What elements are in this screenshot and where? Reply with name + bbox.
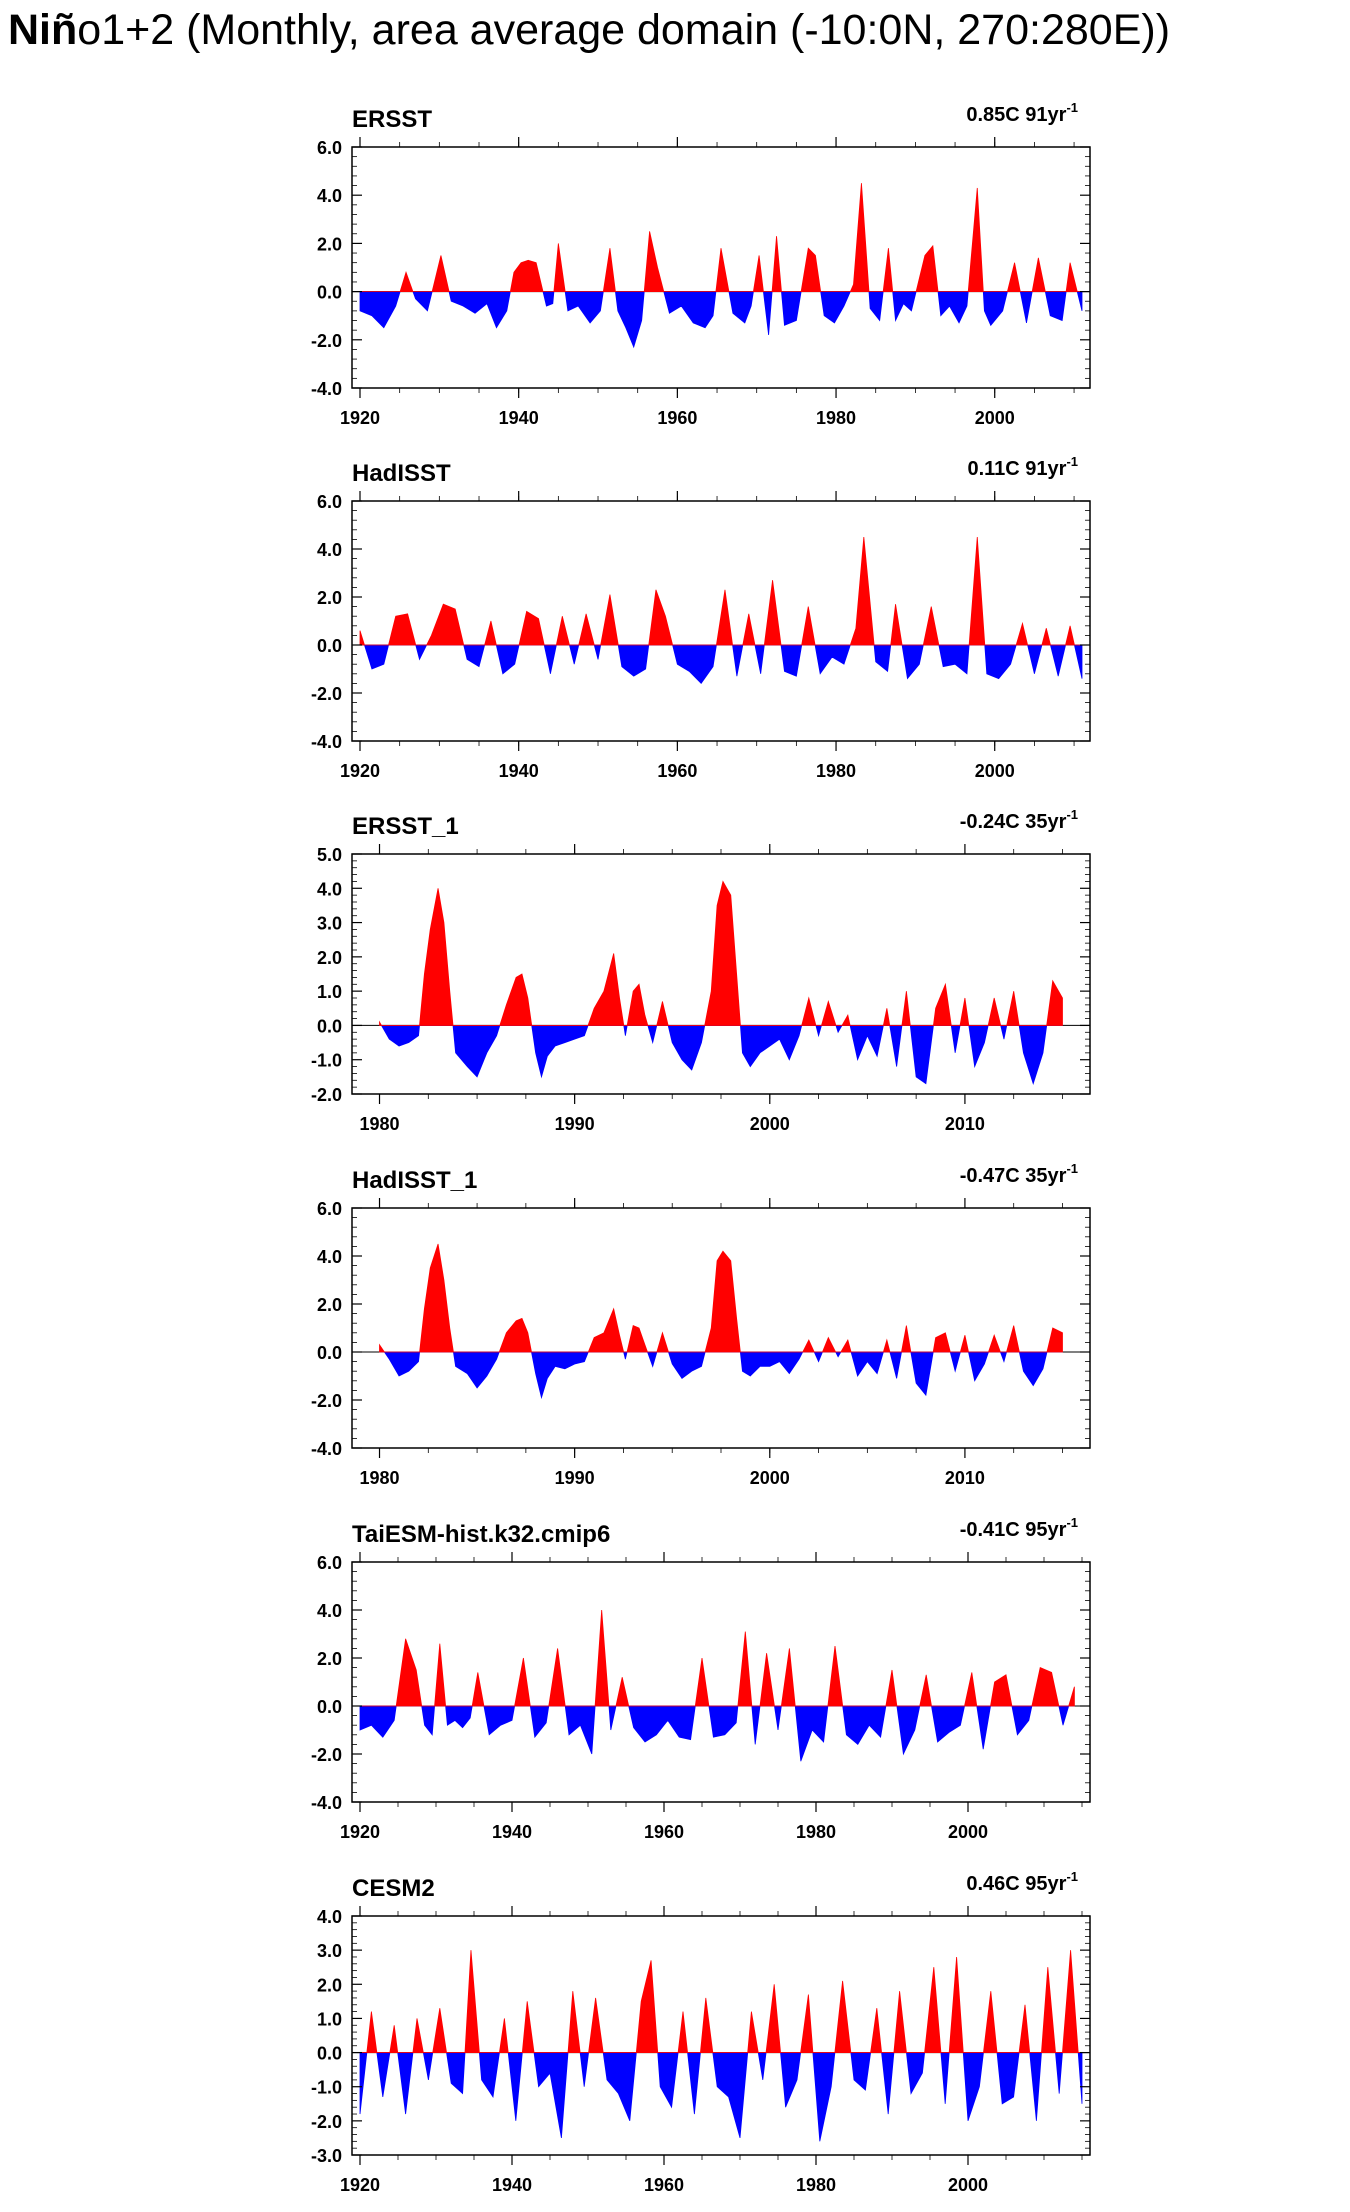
panel-title: CESM2 bbox=[352, 1875, 435, 1902]
panel-annotation-value: -0.24C 35yr bbox=[959, 811, 1067, 833]
x-tick-label: 1940 bbox=[498, 408, 539, 428]
x-tick-label: 1980 bbox=[795, 2175, 837, 2195]
x-tick-label: 1960 bbox=[657, 408, 698, 428]
chart-panel-5 bbox=[311, 1515, 1090, 1842]
y-tick-label: -2.0 bbox=[310, 684, 342, 704]
positive-anomaly-area bbox=[360, 1610, 1074, 1706]
x-tick-label: 1940 bbox=[491, 1822, 533, 1842]
positive-anomaly-area bbox=[360, 537, 1082, 645]
panel-title: HadISST bbox=[352, 460, 451, 487]
x-tick-label: 1940 bbox=[498, 761, 539, 781]
y-tick-label: 5.0 bbox=[316, 845, 342, 865]
panel-annotation-exponent: -1 bbox=[1066, 100, 1078, 115]
panel-annotation-exponent: -1 bbox=[1066, 1869, 1078, 1884]
y-tick-label: 2.0 bbox=[316, 947, 342, 968]
y-tick-label: -2.0 bbox=[310, 1391, 342, 1411]
x-tick-label: 2000 bbox=[974, 408, 1015, 428]
x-tick-label: 1990 bbox=[554, 1468, 595, 1488]
x-tick-label: 1990 bbox=[554, 1114, 595, 1134]
y-tick-label: -2.0 bbox=[310, 1085, 342, 1105]
x-tick-label: 1920 bbox=[339, 408, 381, 428]
x-tick-label: 1980 bbox=[359, 1468, 400, 1488]
y-tick-label: -2.0 bbox=[310, 1745, 342, 1765]
panel-annotation-exponent: -1 bbox=[1066, 1515, 1078, 1530]
x-tick-label: 2000 bbox=[974, 761, 1015, 781]
negative-anomaly-area bbox=[380, 1025, 1063, 1083]
panel-annotation-exponent: -1 bbox=[1066, 807, 1078, 822]
y-tick-label: 2.0 bbox=[316, 234, 342, 255]
x-tick-label: 1980 bbox=[359, 1114, 400, 1134]
y-tick-label: 4.0 bbox=[316, 186, 342, 207]
panel-annotation-exponent: -1 bbox=[1066, 1161, 1078, 1176]
y-tick-label: -4.0 bbox=[310, 1439, 342, 1459]
y-tick-label: 1.0 bbox=[316, 2009, 342, 2030]
y-tick-label: -1.0 bbox=[310, 1050, 342, 1071]
x-tick-label: 1940 bbox=[491, 2175, 533, 2195]
y-tick-label: -2.0 bbox=[310, 330, 342, 351]
y-tick-label: 0.0 bbox=[316, 2043, 342, 2064]
y-tick-label: 3.0 bbox=[316, 1941, 342, 1962]
y-tick-label: 1.0 bbox=[316, 982, 342, 1003]
panel-title: ERSST bbox=[352, 106, 433, 133]
x-tick-label: 2000 bbox=[749, 1114, 790, 1134]
y-tick-label: 6.0 bbox=[316, 1553, 342, 1573]
panel-title: TaiESM-hist.k32.cmip6 bbox=[352, 1521, 611, 1548]
panel-annotation-value: 0.85C 91yr bbox=[966, 104, 1067, 126]
x-tick-label: 2000 bbox=[947, 2175, 989, 2195]
y-tick-label: 6.0 bbox=[316, 1199, 342, 1219]
chart-panel-4 bbox=[311, 1161, 1090, 1488]
x-tick-label: 1980 bbox=[816, 761, 857, 781]
chart-panel-1 bbox=[311, 100, 1090, 428]
x-tick-label: 1980 bbox=[816, 408, 857, 428]
x-tick-label: 1960 bbox=[657, 761, 698, 781]
y-tick-label: 2.0 bbox=[316, 1295, 342, 1315]
panel-annotation-exponent: -1 bbox=[1066, 454, 1078, 469]
negative-anomaly-area bbox=[360, 1706, 1074, 1761]
y-tick-label: 4.0 bbox=[316, 1247, 342, 1267]
panel-annotation-value: 0.11C 91yr bbox=[967, 458, 1067, 480]
panel-annotation-value: -0.41C 95yr bbox=[959, 1519, 1067, 1541]
x-tick-label: 2000 bbox=[947, 1822, 989, 1842]
panel-annotation bbox=[960, 1161, 1078, 1187]
y-tick-label: 4.0 bbox=[316, 879, 342, 900]
negative-anomaly-area bbox=[360, 2053, 1082, 2142]
y-tick-label: 6.0 bbox=[316, 492, 342, 512]
positive-anomaly-area bbox=[360, 1950, 1082, 2052]
panel-annotation bbox=[960, 1515, 1078, 1541]
y-tick-label: 4.0 bbox=[316, 1601, 342, 1621]
x-tick-label: 1980 bbox=[795, 1822, 837, 1842]
y-tick-label: -4.0 bbox=[310, 732, 342, 752]
negative-anomaly-area bbox=[360, 292, 1082, 347]
x-tick-label: 1920 bbox=[339, 1822, 381, 1842]
plot-frame bbox=[352, 1916, 1090, 2155]
y-tick-label: 4.0 bbox=[316, 1907, 342, 1927]
y-tick-label: 3.0 bbox=[316, 913, 342, 934]
panel-title: HadISST_1 bbox=[352, 1167, 478, 1194]
y-tick-label: 0.0 bbox=[316, 1016, 342, 1037]
y-tick-label: -4.0 bbox=[310, 379, 342, 399]
x-tick-label: 1920 bbox=[339, 2175, 381, 2195]
negative-anomaly-area bbox=[360, 645, 1082, 683]
y-tick-label: 0.0 bbox=[316, 1343, 342, 1363]
x-tick-label: 2010 bbox=[944, 1468, 985, 1488]
panel-annotation-value: 0.46C 95yr bbox=[966, 1873, 1067, 1895]
positive-anomaly-area bbox=[360, 183, 1082, 291]
y-tick-label: 0.0 bbox=[316, 1697, 342, 1717]
y-tick-label: 2.0 bbox=[316, 1649, 342, 1669]
panel-annotation bbox=[966, 1869, 1078, 1895]
positive-anomaly-area bbox=[380, 881, 1063, 1025]
x-tick-label: 2010 bbox=[944, 1114, 985, 1134]
y-tick-label: 0.0 bbox=[316, 282, 342, 303]
y-tick-label: -1.0 bbox=[310, 2077, 342, 2098]
panel-annotation bbox=[966, 100, 1078, 126]
chart-panel-3 bbox=[311, 807, 1090, 1134]
panel-annotation-value: -0.47C 35yr bbox=[959, 1165, 1067, 1187]
x-tick-label: 1920 bbox=[339, 761, 381, 781]
page-title-rest: o1+2 (Monthly, area average domain (-10:0N, 270:280E)) bbox=[77, 6, 1171, 54]
y-tick-label: 2.0 bbox=[316, 1975, 342, 1996]
y-tick-label: -4.0 bbox=[310, 1793, 342, 1813]
panel-annotation bbox=[960, 807, 1078, 833]
x-tick-label: 1960 bbox=[643, 2175, 685, 2195]
y-tick-label: 4.0 bbox=[316, 540, 342, 560]
positive-anomaly-area bbox=[380, 1244, 1063, 1352]
panel-annotation bbox=[967, 454, 1078, 480]
plot-frame bbox=[352, 1562, 1090, 1802]
negative-anomaly-area bbox=[380, 1352, 1063, 1398]
y-tick-label: -3.0 bbox=[310, 2146, 342, 2166]
y-tick-label: 6.0 bbox=[316, 138, 342, 158]
panel-title: ERSST_1 bbox=[352, 813, 459, 840]
y-tick-label: 2.0 bbox=[316, 588, 342, 608]
x-tick-label: 1960 bbox=[643, 1822, 685, 1842]
x-tick-label: 2000 bbox=[749, 1468, 790, 1488]
y-tick-label: -2.0 bbox=[310, 2111, 342, 2132]
chart-panel-6 bbox=[311, 1869, 1090, 2195]
page-title-bold: Niñ bbox=[8, 6, 78, 54]
chart-panel-2 bbox=[311, 454, 1090, 781]
y-tick-label: 0.0 bbox=[316, 636, 342, 656]
